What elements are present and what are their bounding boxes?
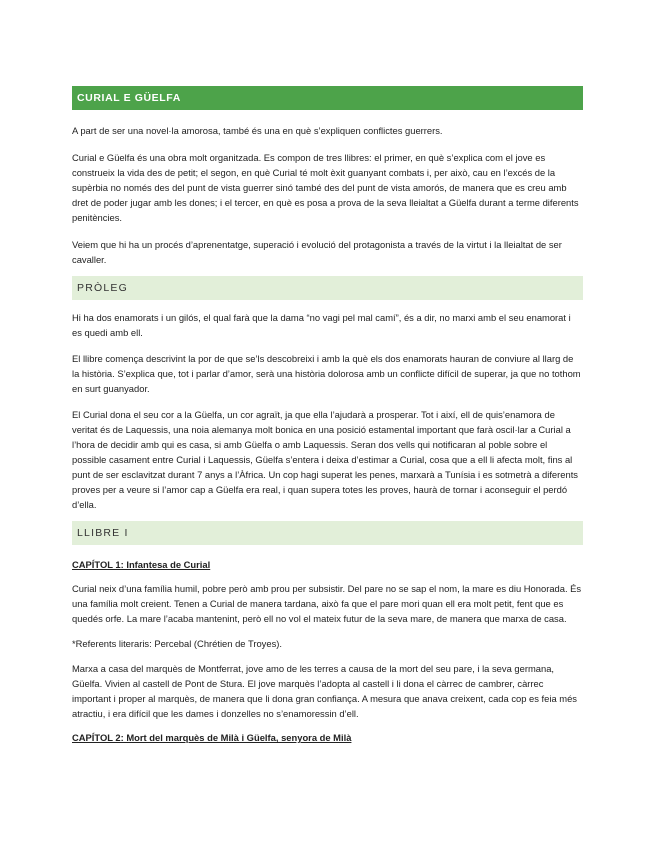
chapter-1-title: CAPÍTOL 1: Infantesa de Curial: [72, 559, 211, 570]
intro-paragraph-2: Curial e Güelfa és una obra molt organitzada. Es compon de tres llibres: el primer, en què s’explica com el jove es construeix la vida des de petit; el segon, en què Curial té molt èxit guanyant combats i, per això, cau en l’excés de la supèrbia no només des del punt de vista guerrer sinó també des del punt de vista amorós, de manera que es creu amb dret de poder jugar amb les dones; i el tercer, en què es posa a prova de la seva lleialtat a Güelfa durant a terme diferents penitències.: [72, 152, 579, 223]
intro-paragraph-1: A part de ser una novel·la amorosa, també és una en què s’expliquen conflictes guerrers.: [72, 125, 443, 136]
section-heading-proleg: PRÒLEG: [72, 276, 583, 300]
proleg-paragraph-1: Hi ha dos enamorats i un gilós, el qual farà que la dama “no vagi pel mal camí”, és a dir, no marxi amb el seu enamorat i es quedi amb ell.: [72, 312, 571, 338]
chapter-2-title: CAPÍTOL 2: Mort del marquès de Milà i Güelfa, senyora de Milà: [72, 732, 352, 743]
intro-paragraph-3: Veiem que hi ha un procés d’aprenentatge, superació i evolució del protagonista a través de la virtut i la lleialtat de ser cavaller.: [72, 239, 562, 265]
chapter-1-references: *Referents literaris: Percebal (Chrétien de Troyes).: [72, 638, 282, 649]
proleg-paragraph-2: El llibre comença descrivint la por de que se’ls descobreixi i amb la què els dos enamorats hauran de conviure al llarg de la història. S’explica que, tot i parlar d’amor, serà una història dolorosa amb un conflicte difícil de superar, ja que no tothom en surt guanyador.: [72, 353, 581, 394]
section-heading-llibre-i: LLIBRE I: [72, 521, 583, 545]
proleg-paragraph-3: El Curial dona el seu cor a la Güelfa, un cor agraït, ja que ella l’ajudarà a prosperar. Tot i així, ell de quis’enamora de veritat és de Laquessis, una noia alemanya molt bonica en una posició estamental important que farà oscil·lar a Curial a l’hora de decidir amb qui es casa, si amb Güelfa o amb Laquessis. Seran dos vells qui notificaran al poble sobre el possible casament entre Curial i Laquessis, Güelfa s’entera i deixa d’estimar a Curial, cosa que a ell li afecta molt, fins al punt de ser esclavitzat durant 7 anys a l’Àfrica. Un cop hagi superat les penes, marxarà a Tunísia i es sotmetrà a diferents proves per a veure si l’amor cap a Güelfa era real, i quan supera totes les proves, haurà de tornar i aconseguir el perdó d’ella.: [72, 409, 578, 510]
chapter-1-paragraph-2: Marxa a casa del marquès de Montferrat, jove amo de les terres a causa de la mort del seu pare, i la seva germana, Güelfa. Vivien al castell de Pont de Stura. El jove marquès l’adopta al castell i li dona el càrrec de cambrer, càrrec important i proper al marquès, de manera que li dona gran confiança. A mesura que anava creixent, cada cop es feia més atractiu, i era difícil que les dames i donzelles no s’enamoressin d’ell.: [72, 663, 577, 719]
main-heading: CURIAL E GÜELFA: [72, 86, 583, 110]
chapter-1-paragraph-1: Curial neix d’una família humil, pobre però amb prou per subsistir. Del pare no se sap el nom, la mare es diu Honorada. És una família molt creient. Tenen a Curial de manera tardana, això fa que el pare mori quan ell era molt petit, fent que es quedés orfe. La mare l’acaba mantenint, però ell no vol el mateix futur de la seva mare, de manera que marxa de casa.: [72, 583, 582, 624]
document-content: [72, 86, 583, 745]
